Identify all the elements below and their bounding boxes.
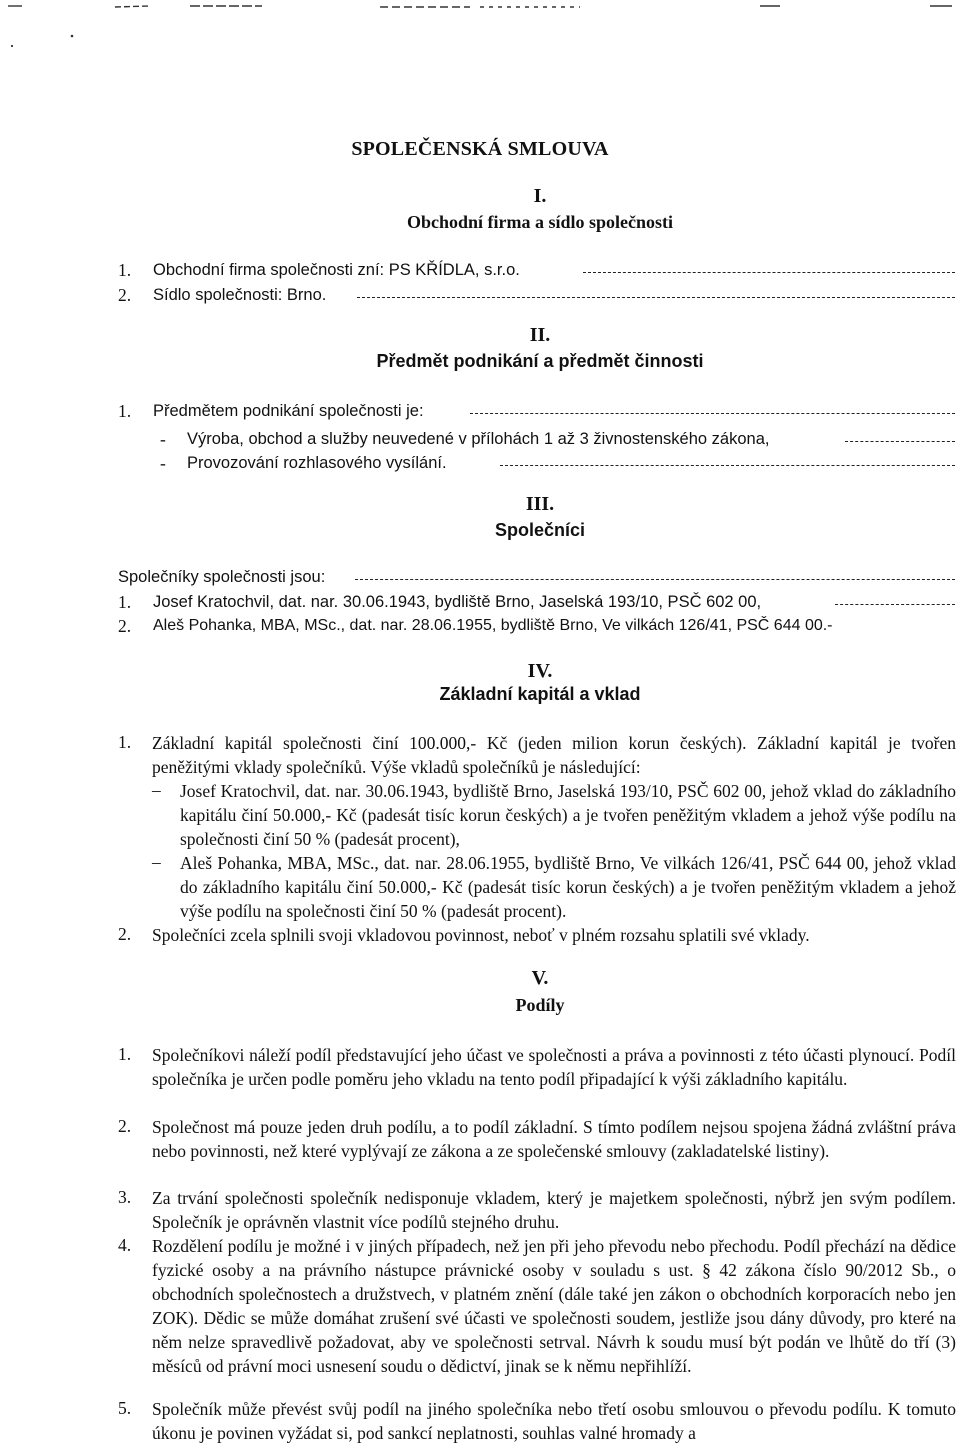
s5-p3-text: Za trvání společnosti společník nedisponuje vkladem, který je majetkem společnosti, nýbrž jen svým podílem. Společník je oprávněn vlastnit více podílů stejného druhu. [152,1188,956,1232]
s4-p1-number: 1. [118,732,132,752]
s5-p3-number: 3. [118,1187,132,1207]
dash-filler [845,441,955,442]
dash-filler [835,604,955,605]
s3-item-1-number: 1. [118,592,132,612]
bullet-dash: – [152,852,161,872]
bullet-dash: - [160,453,166,473]
s4-p2-number: 2. [118,924,132,944]
s5-p4-number: 4. [118,1235,132,1255]
bullet-dash: - [160,429,166,449]
s2-bullet-2: Provozování rozhlasového vysílání. [187,454,447,472]
s1-item-1-text: Obchodní firma společnosti zní: PS KŘÍDLA, s.r.o. [153,261,520,279]
s2-intro-number: 1. [118,401,132,421]
s5-p4-text: Rozdělení podílu je možné i v jiných případech, než jen při jeho převodu nebo přechodu. Podíl přechází na dědice fyzické osoby a na právního nástupce právnické osoby v souladu s ust. § 42 zákona číslo 90/2012 Sb., o obchodních společnostech a družstvech, v platném znění (dále také jen zákon o obchodních korporacích nebo jen ZOK). Dědic se může domáhat zrušení své účasti ve společnosti soudem, jestliže jsou dány důvody, pro které na něm nelze spravedlivě požadovat, aby ve společnosti setrval. Návrh k soudu musí být podán ve lhůtě do tří (3) měsíců od právní moci usnesení soudu o dědictví, jinak se k němu nepřihlíží. [152,1236,956,1376]
bullet-dash: – [152,780,161,800]
s5-p1-text: Společníkovi náleží podíl představující jeho účast ve společnosti a práva a povinnosti z této účasti plynoucí. Podíl společníka je určen podle poměru jeho vkladu na tento podíl připadající k výši základního kapitálu. [152,1045,956,1089]
s3-item-1-text: Josef Kratochvil, dat. nar. 30.06.1943, bydliště Brno, Jaselská 193/10, PSČ 602 00, [153,593,762,611]
section-3-title: Společníci [494,520,586,540]
s4-p1-text: Základní kapitál společnosti činí 100.000,- Kč (jeden milion korun českých). Základní kapitál je tvořen peněžitými vklady společníků. Výše vkladů společníků je následující: [152,733,956,777]
section-2-number: II. [529,324,551,346]
s4-sub-1: Josef Kratochvil, dat. nar. 30.06.1943, bydliště Brno, Jaselská 193/10, PSČ 602 00, jehož vklad do základního kapitálu činí 50.000,- Kč (padesát tisíc korun českých) a je tvořen peněžitým vkladem a jehož výše podílu na společnosti činí 50 % (padesát procent), [180,781,956,849]
section-1-number: I. [533,185,547,207]
dash-filler [357,297,955,298]
section-4-title: Základní kapitál a vklad [439,684,641,704]
s5-p5-text: Společník může převést svůj podíl na jiného společníka nebo třetí osobu smlouvou o převodu podílu. K tomuto úkonu je povinen vyžádat si, pod sankcí neplatnosti, souhlas valné hromady a [152,1399,956,1443]
s1-item-2-text: Sídlo společnosti: Brno. [153,286,327,304]
dash-filler [583,272,955,273]
s5-p1-number: 1. [118,1044,132,1064]
s1-item-1-number: 1. [118,260,132,280]
s5-p5-number: 5. [118,1398,132,1418]
document-title: SPOLEČENSKÁ SMLOUVA [351,138,609,160]
s2-bullet-1: Výroba, obchod a služby neuvedené v přílohách 1 až 3 živnostenského zákona, [187,430,770,448]
dash-filler [355,579,955,580]
s4-p2-text: Společníci zcela splnili svoji vkladovou povinnost, neboť v plném rozsahu splatili své vklady. [152,925,810,945]
section-3-number: III. [525,493,555,515]
s5-p2-text: Společnost má pouze jeden druh podílu, a to podíl základní. S tímto podílem nejsou spojena žádná zvláštní práva nebo povinnosti, než které vyplývají ze zákona a ze společenské smlouvy (zakladatelské listiny). [152,1117,956,1161]
s3-intro: Společníky společnosti jsou: [118,568,326,586]
dash-filler [470,413,955,414]
s3-item-2-number: 2. [118,616,132,636]
section-5-number: V. [531,967,549,989]
section-4-number: IV. [527,660,553,682]
s5-p2-number: 2. [118,1116,132,1136]
s2-intro-text: Předmětem podnikání společnosti je: [153,402,424,420]
section-2-title: Předmět podnikání a předmět činnosti [376,351,704,371]
s3-item-2-text: Aleš Pohanka, MBA, MSc., dat. nar. 28.06.1955, bydliště Brno, Ve vilkách 126/41, PSČ 644 00.- [153,617,833,634]
dash-filler [500,465,955,466]
section-1-title: Obchodní firma a sídlo společnosti [406,212,674,232]
s4-sub-2: Aleš Pohanka, MBA, MSc., dat. nar. 28.06.1955, bydliště Brno, Ve vilkách 126/41, PSČ 644 00, jehož vklad do základního kapitálu činí 50.000,- Kč (padesát tisíc korun českých) a je tvořen peněžitým vkladem a jehož výše podílu na společnosti činí 50 % (padesát procent). [180,853,956,921]
s1-item-2-number: 2. [118,285,132,305]
section-5-title: Podíly [515,995,565,1015]
scan-artifacts [0,0,960,60]
